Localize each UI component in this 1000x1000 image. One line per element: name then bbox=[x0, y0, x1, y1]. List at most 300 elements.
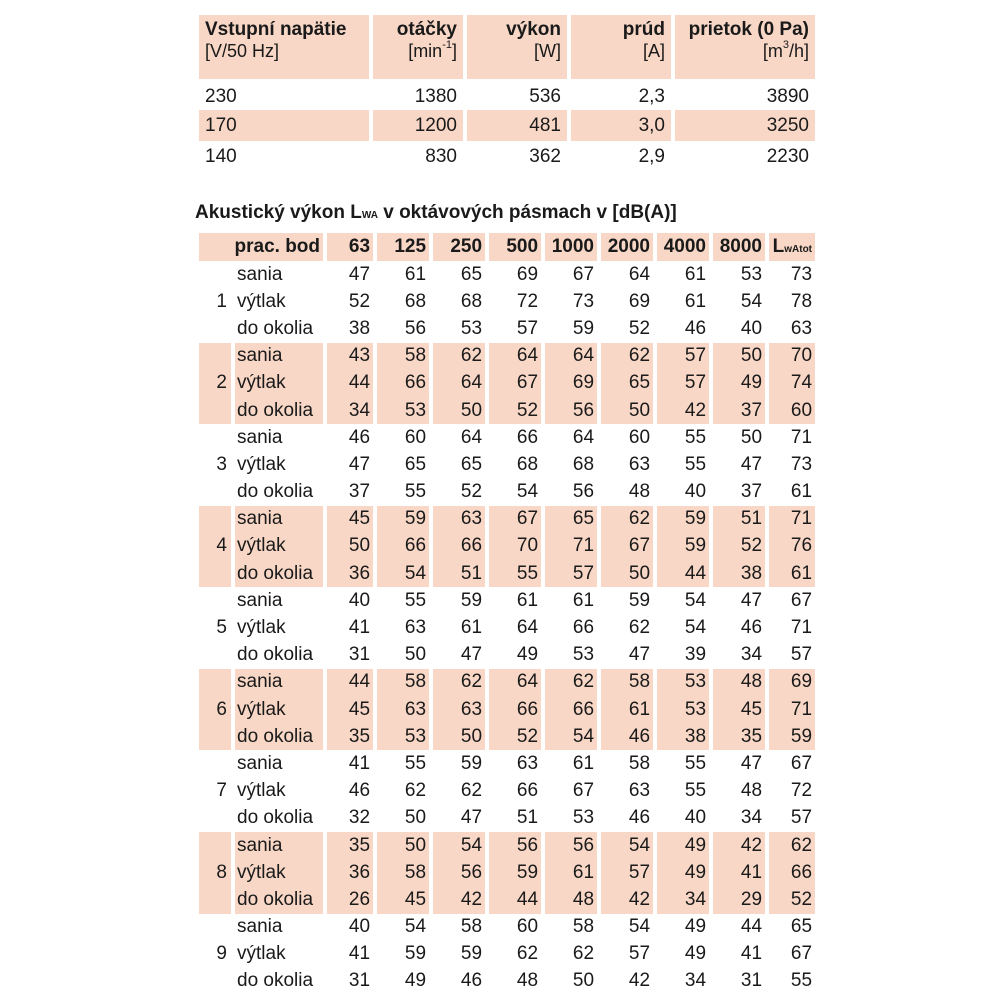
band-value-cell: 72 bbox=[516, 290, 539, 312]
band-value-cell: 62 bbox=[601, 506, 653, 533]
table-row bbox=[199, 79, 815, 110]
table-row bbox=[199, 968, 815, 995]
band-value-cell: 40 bbox=[684, 481, 707, 503]
cell-current: 2,9 bbox=[638, 145, 665, 167]
band-value-cell: 61 bbox=[404, 263, 427, 285]
band-value-cell: 32 bbox=[348, 807, 371, 829]
band-value-cell: 64 bbox=[433, 370, 485, 397]
band-value-cell: 44 bbox=[327, 669, 373, 696]
operating-point-number: 6 bbox=[199, 669, 231, 751]
band-value-cell: 59 bbox=[377, 506, 429, 533]
cell-airflow: 3250 bbox=[675, 110, 815, 141]
header-band-2000: 2000 bbox=[601, 233, 653, 261]
band-value-cell: 56 bbox=[489, 832, 541, 859]
band-value-cell: 58 bbox=[377, 669, 429, 696]
band-value-cell: 54 bbox=[628, 916, 651, 938]
band-value-cell: 45 bbox=[377, 886, 429, 913]
table-row bbox=[199, 832, 815, 859]
band-value-cell: 59 bbox=[628, 589, 651, 611]
header-airflow bbox=[675, 15, 815, 79]
table-row bbox=[199, 696, 815, 723]
table-row bbox=[199, 315, 815, 342]
band-value-cell: 35 bbox=[327, 723, 373, 750]
operating-point-group bbox=[199, 669, 815, 751]
cell-current: 3,0 bbox=[571, 110, 671, 141]
band-value-cell: 65 bbox=[601, 370, 653, 397]
band-value-cell: 42 bbox=[713, 832, 765, 859]
total-value-cell: 70 bbox=[769, 343, 815, 370]
total-value-cell: 71 bbox=[790, 617, 813, 639]
total-value-cell: 65 bbox=[790, 916, 813, 938]
header-total: LwAtot bbox=[769, 233, 815, 261]
header-label: otáčky bbox=[396, 19, 457, 40]
band-value-cell: 46 bbox=[460, 970, 483, 992]
band-value-cell: 68 bbox=[404, 290, 427, 312]
band-value-cell: 62 bbox=[572, 943, 595, 965]
band-value-cell: 46 bbox=[348, 780, 371, 802]
band-value-cell: 53 bbox=[377, 397, 429, 424]
table-row bbox=[199, 669, 815, 696]
band-value-cell: 62 bbox=[404, 780, 427, 802]
band-value-cell: 55 bbox=[404, 481, 427, 503]
table-row bbox=[199, 397, 815, 424]
measurement-label: sania bbox=[237, 589, 283, 611]
header-band-125: 125 bbox=[377, 233, 429, 261]
band-value-cell: 57 bbox=[545, 560, 597, 587]
measurement-label: do okolia bbox=[237, 970, 314, 992]
total-value-cell: 71 bbox=[769, 506, 815, 533]
band-value-cell: 61 bbox=[684, 263, 707, 285]
band-value-cell: 64 bbox=[489, 343, 541, 370]
band-value-cell: 50 bbox=[601, 560, 653, 587]
band-value-cell: 56 bbox=[404, 317, 427, 339]
band-value-cell: 46 bbox=[348, 426, 371, 448]
band-value-cell: 49 bbox=[657, 832, 709, 859]
band-value-cell: 60 bbox=[516, 916, 539, 938]
total-value-cell: 74 bbox=[769, 370, 815, 397]
band-value-cell: 57 bbox=[601, 859, 653, 886]
band-value-cell: 42 bbox=[433, 886, 485, 913]
acoustic-header-row bbox=[199, 233, 815, 261]
band-value-cell: 69 bbox=[628, 290, 651, 312]
cell-rpm: 830 bbox=[425, 145, 457, 167]
band-value-cell: 50 bbox=[740, 426, 763, 448]
header-unit: $[\min^{-1}]$ bbox=[408, 39, 457, 61]
band-value-cell: 34 bbox=[684, 970, 707, 992]
band-value-cell: 62 bbox=[460, 780, 483, 802]
band-value-cell: 50 bbox=[327, 533, 373, 560]
band-value-cell: 52 bbox=[489, 397, 541, 424]
header-band-1000: 1000 bbox=[545, 233, 597, 261]
header-band-500: 500 bbox=[489, 233, 541, 261]
band-value-cell: 54 bbox=[433, 832, 485, 859]
operating-point-number: 7 bbox=[216, 780, 227, 802]
operating-point-number: 2 bbox=[199, 343, 231, 425]
band-value-cell: 46 bbox=[684, 317, 707, 339]
header-unit: [V/50 Hz] bbox=[205, 41, 280, 61]
header-band-8000: 8000 bbox=[713, 233, 765, 261]
band-value-cell: 44 bbox=[657, 560, 709, 587]
total-value-cell: 57 bbox=[790, 807, 813, 829]
table-row bbox=[199, 560, 815, 587]
table-row bbox=[199, 506, 815, 533]
band-value-cell: 51 bbox=[713, 506, 765, 533]
cell-voltage: 140 bbox=[205, 145, 237, 167]
band-value-cell: 53 bbox=[740, 263, 763, 285]
measurement-label: výtlak bbox=[237, 290, 286, 312]
total-value-cell: 67 bbox=[790, 943, 813, 965]
total-value-cell: 61 bbox=[769, 560, 815, 587]
measurement-label: sania bbox=[235, 832, 323, 859]
band-value-cell: 55 bbox=[684, 752, 707, 774]
band-value-cell: 68 bbox=[516, 453, 539, 475]
band-value-cell: 67 bbox=[489, 506, 541, 533]
band-value-cell: 62 bbox=[516, 943, 539, 965]
band-value-cell: 66 bbox=[433, 533, 485, 560]
band-value-cell: 63 bbox=[628, 780, 651, 802]
band-value-cell: 47 bbox=[740, 589, 763, 611]
total-value-cell: 73 bbox=[790, 263, 813, 285]
band-value-cell: 61 bbox=[572, 589, 595, 611]
measurement-label: výtlak bbox=[235, 696, 323, 723]
band-value-cell: 55 bbox=[684, 426, 707, 448]
band-value-cell: 55 bbox=[684, 780, 707, 802]
band-value-cell: 64 bbox=[628, 263, 651, 285]
band-value-cell: 50 bbox=[601, 397, 653, 424]
band-value-cell: 47 bbox=[628, 644, 651, 666]
band-value-cell: 59 bbox=[572, 317, 595, 339]
band-value-cell: 57 bbox=[657, 343, 709, 370]
measurement-label: do okolia bbox=[235, 560, 323, 587]
acoustic-section-title: Akustický výkon LWA v oktávových pásmach v [dB(A)] bbox=[195, 202, 677, 223]
operating-point-group bbox=[199, 914, 815, 996]
band-value-cell: 69 bbox=[545, 370, 597, 397]
header-band-250: 250 bbox=[433, 233, 485, 261]
band-value-cell: 56 bbox=[572, 481, 595, 503]
band-value-cell: 59 bbox=[460, 943, 483, 965]
band-value-cell: 42 bbox=[628, 970, 651, 992]
band-value-cell: 62 bbox=[545, 669, 597, 696]
band-value-cell: 62 bbox=[433, 669, 485, 696]
measurement-label: výtlak bbox=[237, 617, 286, 639]
table-row bbox=[199, 451, 815, 478]
band-value-cell: 49 bbox=[684, 943, 707, 965]
band-value-cell: 62 bbox=[628, 617, 651, 639]
band-value-cell: 67 bbox=[572, 263, 595, 285]
table-row bbox=[199, 533, 815, 560]
header-current bbox=[571, 15, 671, 79]
band-value-cell: 54 bbox=[516, 481, 539, 503]
measurement-label: do okolia bbox=[235, 397, 323, 424]
table-row bbox=[199, 886, 815, 913]
band-value-cell: 26 bbox=[327, 886, 373, 913]
band-value-cell: 52 bbox=[460, 481, 483, 503]
cell-power: 362 bbox=[529, 145, 561, 167]
band-value-cell: 34 bbox=[657, 886, 709, 913]
header-label: prúd bbox=[622, 19, 665, 40]
total-value-cell: 71 bbox=[790, 426, 813, 448]
measurement-label: sania bbox=[235, 506, 323, 533]
band-value-cell: 34 bbox=[740, 644, 763, 666]
band-value-cell: 41 bbox=[348, 617, 371, 639]
band-value-cell: 55 bbox=[684, 453, 707, 475]
header-operating-point: prac. bod bbox=[199, 233, 323, 261]
band-value-cell: 73 bbox=[572, 290, 595, 312]
band-value-cell: 60 bbox=[404, 426, 427, 448]
band-value-cell: 54 bbox=[377, 560, 429, 587]
band-value-cell: 40 bbox=[348, 589, 371, 611]
band-value-cell: 66 bbox=[377, 370, 429, 397]
band-value-cell: 58 bbox=[601, 669, 653, 696]
operating-point-number: 1 bbox=[216, 290, 227, 312]
band-value-cell: 59 bbox=[489, 859, 541, 886]
measurement-label: do okolia bbox=[235, 723, 323, 750]
band-value-cell: 67 bbox=[601, 533, 653, 560]
band-value-cell: 47 bbox=[740, 752, 763, 774]
total-value-cell: 72 bbox=[790, 780, 813, 802]
total-value-cell: 67 bbox=[790, 589, 813, 611]
band-value-cell: 66 bbox=[377, 533, 429, 560]
header-rpm bbox=[373, 15, 463, 79]
band-value-cell: 47 bbox=[460, 644, 483, 666]
band-value-cell: 58 bbox=[377, 859, 429, 886]
total-value-cell: 52 bbox=[769, 886, 815, 913]
band-value-cell: 63 bbox=[516, 752, 539, 774]
measurement-label: do okolia bbox=[237, 317, 314, 339]
total-value-cell: 76 bbox=[769, 533, 815, 560]
band-value-cell: 50 bbox=[404, 644, 427, 666]
total-value-cell: 57 bbox=[790, 644, 813, 666]
band-value-cell: 59 bbox=[404, 943, 427, 965]
band-value-cell: 47 bbox=[348, 263, 371, 285]
band-value-cell: 44 bbox=[740, 916, 763, 938]
measurement-label: sania bbox=[237, 426, 283, 448]
band-value-cell: 41 bbox=[348, 943, 371, 965]
measurement-label: výtlak bbox=[235, 533, 323, 560]
band-value-cell: 56 bbox=[433, 859, 485, 886]
band-value-cell: 54 bbox=[601, 832, 653, 859]
band-value-cell: 65 bbox=[460, 263, 483, 285]
band-value-cell: 58 bbox=[628, 752, 651, 774]
band-value-cell: 36 bbox=[327, 560, 373, 587]
total-value-cell: 62 bbox=[769, 832, 815, 859]
total-value-cell: 67 bbox=[790, 752, 813, 774]
band-value-cell: 61 bbox=[601, 696, 653, 723]
operating-point-group bbox=[199, 832, 815, 914]
band-value-cell: 53 bbox=[460, 317, 483, 339]
band-value-cell: 50 bbox=[572, 970, 595, 992]
band-value-cell: 47 bbox=[348, 453, 371, 475]
cell-voltage: 230 bbox=[205, 85, 237, 107]
table-header-row bbox=[199, 15, 815, 79]
measurement-label: do okolia bbox=[237, 807, 314, 829]
band-value-cell: 39 bbox=[684, 644, 707, 666]
band-value-cell: 61 bbox=[684, 290, 707, 312]
operating-point-number: 3 bbox=[216, 453, 227, 475]
header-label: Vstupní napätie bbox=[205, 19, 347, 40]
band-value-cell: 55 bbox=[489, 560, 541, 587]
measurement-label: výtlak bbox=[237, 453, 286, 475]
band-value-cell: 48 bbox=[516, 970, 539, 992]
cell-power: 536 bbox=[529, 85, 561, 107]
table-row bbox=[199, 778, 815, 805]
total-value-cell: 69 bbox=[769, 669, 815, 696]
electrical-parameters-table bbox=[195, 15, 819, 172]
band-value-cell: 62 bbox=[601, 343, 653, 370]
band-value-cell: 38 bbox=[657, 723, 709, 750]
band-value-cell: 40 bbox=[348, 916, 371, 938]
band-value-cell: 48 bbox=[628, 481, 651, 503]
operating-point-number: 8 bbox=[199, 832, 231, 914]
band-value-cell: 31 bbox=[740, 970, 763, 992]
band-value-cell: 62 bbox=[433, 343, 485, 370]
measurement-label: výtlak bbox=[237, 780, 286, 802]
table-row bbox=[199, 642, 815, 669]
table-row bbox=[199, 805, 815, 832]
band-value-cell: 46 bbox=[628, 807, 651, 829]
total-value-cell: 55 bbox=[790, 970, 813, 992]
band-value-cell: 59 bbox=[657, 506, 709, 533]
band-value-cell: 57 bbox=[657, 370, 709, 397]
band-value-cell: 54 bbox=[684, 617, 707, 639]
band-value-cell: 50 bbox=[404, 807, 427, 829]
band-value-cell: 63 bbox=[433, 696, 485, 723]
band-value-cell: 45 bbox=[327, 506, 373, 533]
measurement-label: sania bbox=[237, 263, 283, 285]
band-value-cell: 46 bbox=[601, 723, 653, 750]
band-value-cell: 44 bbox=[489, 886, 541, 913]
band-value-cell: 53 bbox=[377, 723, 429, 750]
band-value-cell: 40 bbox=[740, 317, 763, 339]
band-value-cell: 65 bbox=[545, 506, 597, 533]
total-value-cell: 66 bbox=[769, 859, 815, 886]
band-value-cell: 55 bbox=[404, 752, 427, 774]
cell-power: 481 bbox=[467, 110, 567, 141]
operating-point-group bbox=[199, 261, 815, 343]
band-value-cell: 67 bbox=[489, 370, 541, 397]
band-value-cell: 51 bbox=[516, 807, 539, 829]
total-value-cell: 63 bbox=[790, 317, 813, 339]
band-value-cell: 48 bbox=[713, 669, 765, 696]
band-value-cell: 41 bbox=[713, 859, 765, 886]
band-value-cell: 49 bbox=[713, 370, 765, 397]
band-value-cell: 66 bbox=[489, 696, 541, 723]
table-row bbox=[199, 343, 815, 370]
band-value-cell: 50 bbox=[433, 723, 485, 750]
total-value-cell: 59 bbox=[769, 723, 815, 750]
operating-point-number: 9 bbox=[216, 943, 227, 965]
band-value-cell: 53 bbox=[657, 669, 709, 696]
table-row bbox=[199, 110, 815, 141]
cell-rpm: 1200 bbox=[373, 110, 463, 141]
band-value-cell: 66 bbox=[545, 696, 597, 723]
band-value-cell: 57 bbox=[516, 317, 539, 339]
band-value-cell: 35 bbox=[327, 832, 373, 859]
band-value-cell: 63 bbox=[404, 617, 427, 639]
band-value-cell: 49 bbox=[657, 859, 709, 886]
band-value-cell: 61 bbox=[516, 589, 539, 611]
band-value-cell: 65 bbox=[404, 453, 427, 475]
band-value-cell: 51 bbox=[433, 560, 485, 587]
header-power bbox=[467, 15, 567, 79]
header-voltage bbox=[199, 15, 369, 79]
band-value-cell: 48 bbox=[740, 780, 763, 802]
measurement-label: sania bbox=[237, 752, 283, 774]
measurement-label: sania bbox=[235, 343, 323, 370]
table-row bbox=[199, 141, 815, 172]
band-value-cell: 69 bbox=[516, 263, 539, 285]
band-value-cell: 63 bbox=[628, 453, 651, 475]
band-value-cell: 64 bbox=[545, 343, 597, 370]
band-value-cell: 61 bbox=[572, 752, 595, 774]
operating-point-group bbox=[199, 750, 815, 832]
band-value-cell: 42 bbox=[657, 397, 709, 424]
operating-point-group bbox=[199, 506, 815, 588]
band-value-cell: 40 bbox=[684, 807, 707, 829]
band-value-cell: 47 bbox=[460, 807, 483, 829]
cell-airflow: 2230 bbox=[766, 145, 809, 167]
cell-current: 2,3 bbox=[638, 85, 665, 107]
total-value-cell: 78 bbox=[790, 290, 813, 312]
operating-point-group bbox=[199, 343, 815, 425]
band-value-cell: 67 bbox=[572, 780, 595, 802]
total-value-cell: 61 bbox=[790, 481, 813, 503]
measurement-label: výtlak bbox=[235, 859, 323, 886]
band-value-cell: 68 bbox=[572, 453, 595, 475]
operating-point-group bbox=[199, 587, 815, 669]
band-value-cell: 57 bbox=[628, 943, 651, 965]
band-value-cell: 54 bbox=[740, 290, 763, 312]
measurement-label: do okolia bbox=[237, 481, 314, 503]
band-value-cell: 66 bbox=[516, 780, 539, 802]
measurement-label: sania bbox=[237, 916, 283, 938]
total-value-cell: 71 bbox=[769, 696, 815, 723]
table-row bbox=[199, 424, 815, 451]
cell-voltage: 170 bbox=[199, 110, 369, 141]
band-value-cell: 31 bbox=[348, 644, 371, 666]
band-value-cell: 38 bbox=[348, 317, 371, 339]
operating-point-group bbox=[199, 424, 815, 506]
cell-airflow: 3890 bbox=[766, 85, 809, 107]
measurement-label: výtlak bbox=[235, 370, 323, 397]
band-value-cell: 56 bbox=[545, 397, 597, 424]
band-value-cell: 53 bbox=[572, 644, 595, 666]
total-value-cell: 73 bbox=[790, 453, 813, 475]
band-value-cell: 54 bbox=[545, 723, 597, 750]
band-value-cell: 47 bbox=[740, 453, 763, 475]
band-value-cell: 56 bbox=[545, 832, 597, 859]
operating-point-number: 5 bbox=[216, 617, 227, 639]
band-value-cell: 60 bbox=[628, 426, 651, 448]
measurement-label: do okolia bbox=[237, 644, 314, 666]
band-value-cell: 37 bbox=[348, 481, 371, 503]
band-value-cell: 49 bbox=[404, 970, 427, 992]
table-row bbox=[199, 941, 815, 968]
band-value-cell: 36 bbox=[327, 859, 373, 886]
table-row bbox=[199, 288, 815, 315]
band-value-cell: 68 bbox=[460, 290, 483, 312]
header-unit: [W] bbox=[534, 41, 561, 61]
table-row bbox=[199, 914, 815, 941]
header-label: prietok (0 Pa) bbox=[688, 19, 809, 40]
header-unit: $[m^3/h]$ bbox=[762, 39, 809, 61]
band-value-cell: 45 bbox=[713, 696, 765, 723]
band-value-cell: 31 bbox=[348, 970, 371, 992]
band-value-cell: 49 bbox=[684, 916, 707, 938]
table-row bbox=[199, 859, 815, 886]
band-value-cell: 48 bbox=[545, 886, 597, 913]
band-value-cell: 70 bbox=[489, 533, 541, 560]
